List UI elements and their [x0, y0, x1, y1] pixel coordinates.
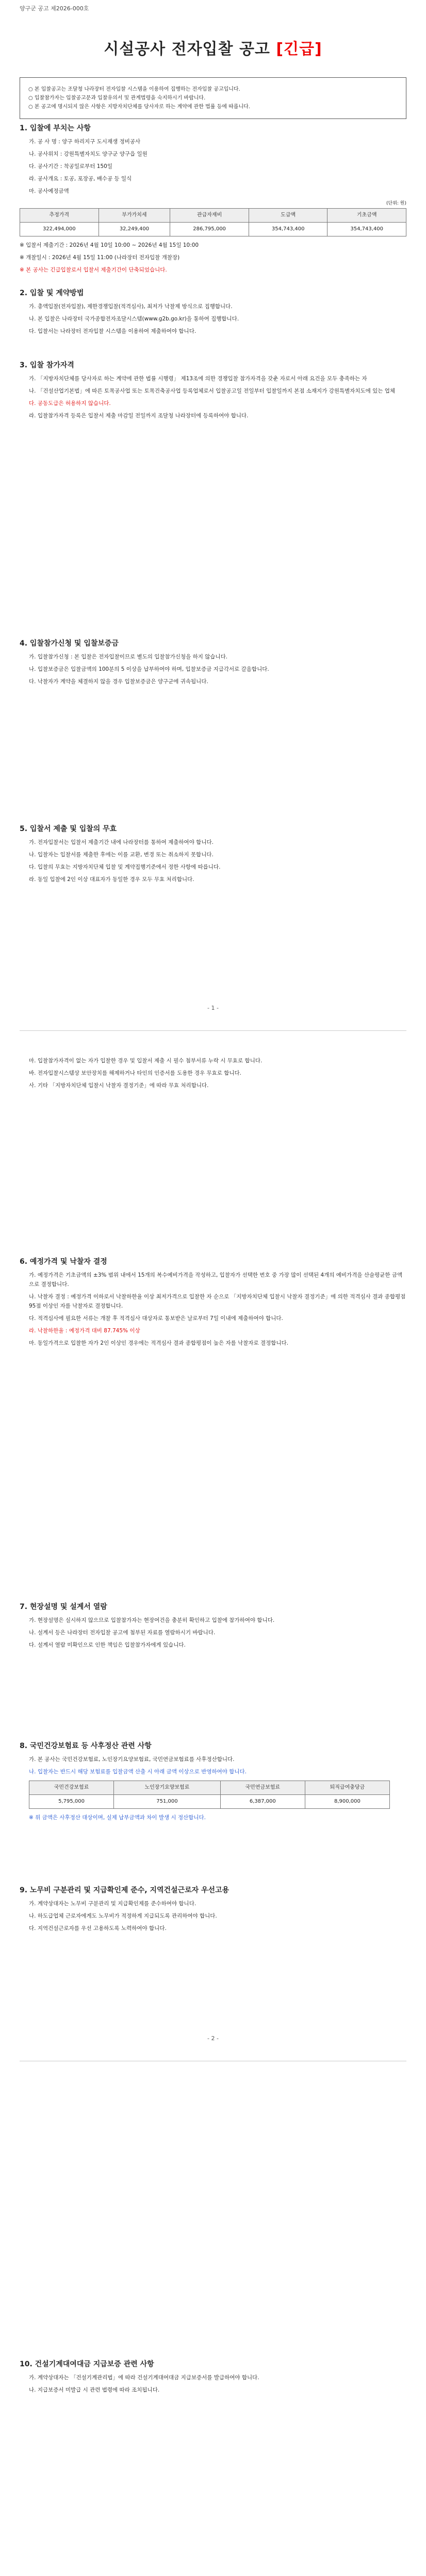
page-title — [20, 36, 406, 59]
section-line: 라. 입찰참가자격 등록은 입찰서 제출 마감일 전일까지 조달청 나라장터에 등록하여야 합니다. — [29, 413, 249, 419]
section-heading: 9. 노무비 구분관리 및 지급확인제 준수, 지역건설근로자 우선고용 — [20, 1886, 230, 1894]
section-line: 다. 공동도급은 허용하지 않습니다. — [29, 400, 111, 406]
section-line: 바. 전자입찰시스템상 보안장치를 해제하거나 타인의 인증서를 도용한 경우 무효로 합니다. — [29, 1070, 242, 1076]
section-1 — [20, 124, 406, 278]
section-heading: 3. 입찰 참가자격 — [20, 361, 74, 369]
section-5-cont — [20, 1056, 406, 1093]
section-line: 가. 공 사 명 : 양구 하리지구 도시재생 정비공사 — [29, 139, 141, 145]
intro-box — [20, 77, 406, 119]
table-cell: 32,249,400 — [99, 223, 170, 236]
note-line: ※ 위 금액은 사후정산 대상이며, 실제 납부금액과 차이 발생 시 정산합니다. — [29, 1815, 206, 1821]
section-line: 가. 예정가격은 기초금액의 ±3% 범위 내에서 15개의 복수예비가격을 작성하고, 입찰자가 선택한 번호 중 가장 많이 선택된 4개의 예비가격을 산술평균한 금액으로 결정합니다. — [29, 1272, 403, 1287]
section-line: 나. 하도급업체 근로자에게도 노무비가 적정하게 지급되도록 관리하여야 합니다. — [29, 1913, 217, 1919]
section-line: 다. 입찰서는 나라장터 전자입찰 시스템을 이용하여 제출하여야 합니다. — [29, 328, 196, 334]
section-line: 마. 동일가격으로 입찰한 자가 2인 이상인 경우에는 적격심사 결과 종합평점이 높은 자를 낙찰자로 결정합니다. — [29, 1340, 289, 1346]
section-line: 다. 설계서 열람 미확인으로 인한 책임은 입찰참가자에게 있습니다. — [29, 1642, 186, 1648]
notice-number: 양구군 공고 제2026-000호 — [20, 5, 89, 12]
table-header: 국민건강보험료 — [29, 1781, 114, 1795]
section-line: 가. 전자입찰서는 입찰서 제출기간 내에 나라장터를 통하여 제출하여야 합니다. — [29, 839, 214, 845]
section-8 — [20, 1741, 406, 1825]
section-line: 사. 기타 「지방자치단체 입찰시 낙찰자 결정기준」에 따라 무효 처리합니다. — [29, 1082, 209, 1089]
table-cell: 354,743,400 — [249, 223, 327, 236]
section-line: 나. 낙찰자 결정 : 예정가격 이하로서 낙찰하한율 이상 최저가격으로 입찰한 자 순으로 「지방자치단체 입찰시 낙찰자 결정기준」에 의한 적격심사 결과 종합평점 95점 이상인 자를 낙찰자로 결정합니다. — [29, 1294, 406, 1309]
budget-table — [20, 208, 406, 236]
section-line: 가. 「지방자치단체를 당사자로 하는 계약에 관한 법률 시행령」 제13조에 의한 경쟁입찰 참가자격을 갖춘 자로서 아래 요건을 모두 충족하는 자 — [29, 376, 367, 382]
table-header: 국민연금보험료 — [220, 1781, 305, 1795]
section-heading: 2. 입찰 및 계약방법 — [20, 289, 84, 297]
intro-line: ○ 입찰참가자는 입찰공고문과 입찰유의서 및 관계법령을 숙지하시기 바랍니다. — [28, 95, 206, 101]
section-line: 가. 본 공사는 국민건강보험료, 노인장기요양보험료, 국민연금보험료를 사후정산합니다. — [29, 1756, 235, 1762]
section-heading: 10. 건설기계대여대금 지급보증 관련 사항 — [20, 2360, 154, 2368]
section-line: 다. 적격심사에 필요한 서류는 개찰 후 적격심사 대상자로 통보받은 날로부터 7일 이내에 제출하여야 합니다. — [29, 1315, 283, 1321]
table-cell: 8,900,000 — [305, 1795, 389, 1809]
table-cell: 6,387,000 — [220, 1795, 305, 1809]
note-line: ※ 입찰서 제출기간 : 2026년 4월 10일 10:00 ~ 2026년 4월 15일 10:00 — [20, 242, 199, 248]
section-line: 라. 낙찰하한율 : 예정가격 대비 87.745% 이상 — [29, 1328, 140, 1334]
section-line: 가. 현장설명은 실시하지 않으므로 입찰참가자는 현장여건을 충분히 확인하고 입찰에 참가하여야 합니다. — [29, 1617, 275, 1623]
table-cell: 751,000 — [114, 1795, 221, 1809]
section-2 — [20, 289, 406, 339]
title-urgent-tag: [긴급] — [276, 40, 322, 58]
table-header: 기초금액 — [327, 209, 406, 223]
section-line: 가. 계약상대자는 노무비 구분관리 및 지급확인제를 준수하여야 합니다. — [29, 1901, 196, 1907]
table-header: 노인장기요양보험료 — [114, 1781, 221, 1795]
section-heading: 6. 예정가격 및 낙찰자 결정 — [20, 1258, 107, 1266]
page-divider — [20, 1030, 406, 1031]
page-1 — [20, 0, 406, 1020]
insurance-table — [29, 1781, 390, 1809]
section-heading: 7. 현장설명 및 설계서 열람 — [20, 1603, 107, 1611]
table-cell: 5,795,000 — [29, 1795, 114, 1809]
table-header: 부가가치세 — [99, 209, 170, 223]
table-header: 추정가격 — [20, 209, 99, 223]
page-3 — [20, 2071, 406, 2576]
section-line: 라. 동일 입찰에 2인 이상 대표자가 동일한 경우 모두 무효 처리합니다. — [29, 876, 194, 883]
table-header: 도급액 — [249, 209, 327, 223]
section-line: 나. 입찰자는 반드시 해당 보험료를 입찰금액 산출 시 아래 금액 이상으로 반영하여야 합니다. — [29, 1769, 247, 1775]
section-line: 나. 입찰자는 입찰서를 제출한 후에는 이를 교환, 변경 또는 취소하지 못합니다. — [29, 852, 214, 858]
page-number: - 1 - — [207, 1005, 219, 1011]
section-4 — [20, 639, 406, 689]
section-line: 라. 공사개요 : 토공, 포장공, 배수공 등 일식 — [29, 176, 132, 182]
section-heading: 5. 입찰서 제출 및 입찰의 무효 — [20, 825, 117, 833]
section-line: 다. 낙찰자가 계약을 체결하지 않을 경우 입찰보증금은 양구군에 귀속됩니다. — [29, 679, 208, 685]
section-heading: 8. 국민건강보험료 등 사후정산 관련 사항 — [20, 1742, 152, 1750]
section-line: 가. 총액입찰(전자입찰), 제한경쟁입찰(적격심사), 최저가 낙찰제 방식으로 집행합니다. — [29, 303, 233, 310]
section-line: 다. 공사기간 : 착공일로부터 150일 — [29, 163, 112, 170]
section-line: 나. 본 입찰은 나라장터 국가종합전자조달시스템(www.g2b.go.kr)을 통하여 집행합니다. — [29, 316, 239, 322]
section-line: 마. 공사예정금액 — [29, 188, 69, 194]
section-heading: 1. 입찰에 부치는 사항 — [20, 124, 91, 132]
table-cell: 286,795,000 — [170, 223, 249, 236]
section-line: 나. 공사위치 : 강원특별자치도 양구군 양구읍 일원 — [29, 151, 148, 157]
section-line: 다. 지역건설근로자를 우선 고용하도록 노력하여야 합니다. — [29, 1925, 167, 1931]
intro-line: ○ 본 입찰공고는 조달청 나라장터 전자입찰 시스템을 이용하여 집행하는 전자입찰 공고입니다. — [28, 87, 240, 92]
page-number: - 2 - — [207, 2035, 219, 2042]
intro-line: ○ 본 공고에 명시되지 않은 사항은 지방자치단체를 당사자로 하는 계약에 관한 법률 등에 따릅니다. — [28, 104, 250, 110]
section-6 — [20, 1257, 406, 1351]
title-main: 시설공사 전자입찰 공고 — [104, 40, 270, 58]
page-2 — [20, 1041, 406, 2050]
section-line: 나. 지급보증서 미발급 시 관련 법령에 따라 조치됩니다. — [29, 2387, 160, 2393]
section-line: 나. 「건설산업기본법」에 따른 토목공사업 또는 토목건축공사업 등록업체로서 입찰공고일 전일부터 입찰일까지 본점 소재지가 강원특별자치도에 있는 업체 — [29, 388, 396, 394]
section-5 — [20, 824, 406, 887]
section-line: 마. 입찰참가자격이 없는 자가 입찰한 경우 및 입찰서 제출 시 필수 첨부서류 누락 시 무효로 합니다. — [29, 1058, 263, 1064]
section-7 — [20, 1602, 406, 1653]
table-cell: 354,743,400 — [327, 223, 406, 236]
note-line: ※ 본 공사는 긴급입찰로서 입찰서 제출기간이 단축되었습니다. — [20, 267, 167, 273]
table-cell: 322,494,000 — [20, 223, 99, 236]
table-header: 관급자재비 — [170, 209, 249, 223]
section-heading: 4. 입찰참가신청 및 입찰보증금 — [20, 639, 119, 648]
section-line: 나. 입찰보증금은 입찰금액의 100분의 5 이상을 납부하여야 하며, 입찰보증금 지급각서로 갈음합니다. — [29, 666, 269, 672]
section-9 — [20, 1886, 406, 1936]
section-line: 다. 입찰의 무효는 지방자치단체 입찰 및 계약집행기준에서 정한 사항에 따릅니다. — [29, 864, 221, 870]
section-3 — [20, 361, 406, 423]
section-line: 나. 설계서 등은 나라장터 전자입찰 공고에 첨부된 자료를 열람하시기 바랍니다. — [29, 1630, 216, 1636]
table-unit: (단위: 원) — [386, 201, 406, 206]
note-line: ※ 개찰일시 : 2026년 4월 15일 11:00 (나라장터 전자입찰 개찰장) — [20, 255, 180, 261]
section-line: 가. 입찰참가신청 : 본 입찰은 전자입찰이므로 별도의 입찰참가신청을 하지 않습니다. — [29, 654, 228, 660]
section-10 — [20, 2360, 406, 2398]
table-header: 퇴직급여충당금 — [305, 1781, 389, 1795]
section-line: 가. 계약상대자는 「건설기계관리법」에 따라 건설기계대여대금 지급보증서를 발급하여야 합니다. — [29, 2375, 259, 2381]
